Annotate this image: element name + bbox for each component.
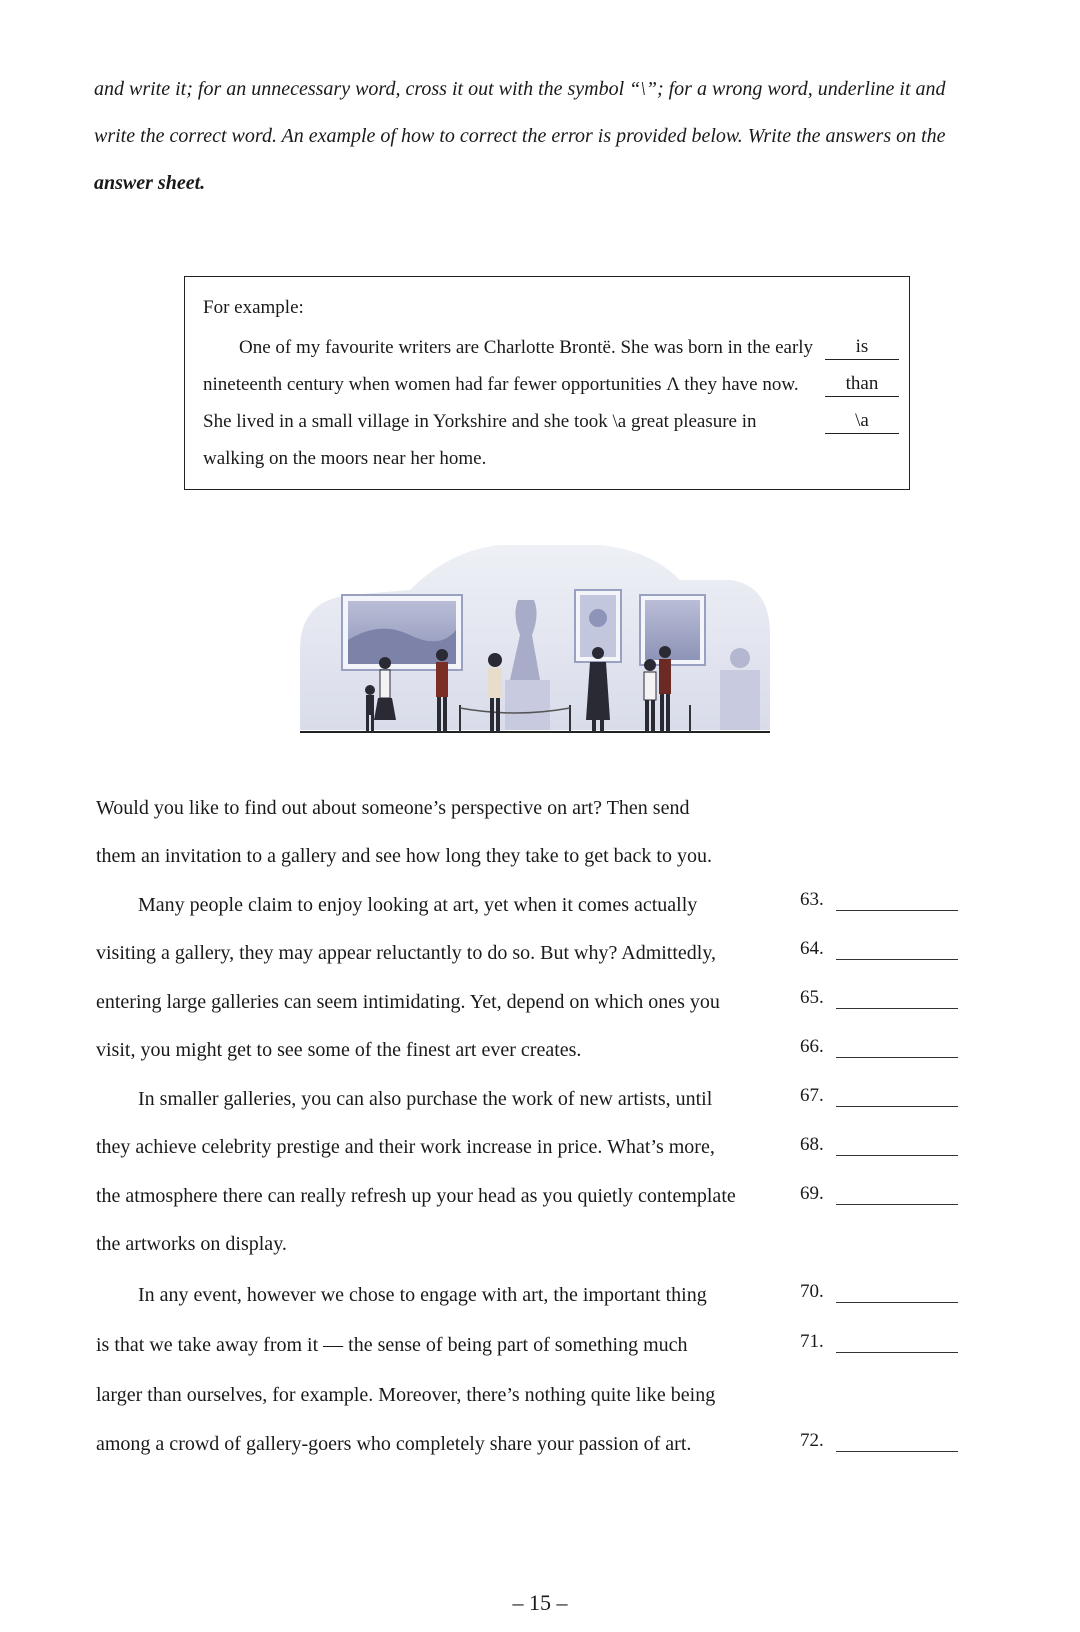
answer-number-68: 68.	[800, 1134, 824, 1155]
answer-blank-65[interactable]	[836, 1008, 958, 1009]
passage-p1-line-1: Would you like to find out about someone’s perspective on art? Then send	[96, 797, 690, 819]
answer-number-69: 69.	[800, 1183, 824, 1204]
answer-number-65: 65.	[800, 987, 824, 1008]
page-number: – 15 –	[512, 1590, 568, 1615]
example-answer-2: than	[825, 372, 899, 397]
passage-p4-line-4: among a crowd of gallery-goers who completely share your passion of art.	[96, 1433, 692, 1455]
passage-p4-line-1: In any event, however we chose to engage with art, the important thing	[138, 1284, 707, 1306]
instructions-line-1: and write it; for an unnecessary word, cross it out with the symbol “\”; for a wrong word, underline it and	[94, 78, 946, 100]
answer-number-71: 71.	[800, 1331, 824, 1352]
passage-p1-line-2: them an invitation to a gallery and see how long they take to get back to you.	[96, 845, 712, 867]
answer-blank-63[interactable]	[836, 910, 958, 911]
passage-p3-line-3: the atmosphere there can really refresh up your head as you quietly contemplate	[96, 1185, 736, 1207]
example-answer-3: \a	[825, 409, 899, 434]
passage-p4-line-2: is that we take away from it — the sense of being part of something much	[96, 1334, 688, 1356]
passage-p3-line-2: they achieve celebrity prestige and their work increase in price. What’s more,	[96, 1136, 715, 1158]
answer-number-66: 66.	[800, 1036, 824, 1057]
passage-p3-line-4: the artworks on display.	[96, 1233, 287, 1255]
example-line-1: One of my favourite writers are Charlotte Brontë. She was born in the early	[239, 337, 814, 358]
passage-p2-line-3: entering large galleries can seem intimidating. Yet, depend on which ones you	[96, 991, 720, 1013]
answer-blank-68[interactable]	[836, 1155, 958, 1156]
answer-number-72: 72.	[800, 1430, 824, 1451]
example-line-2: nineteenth century when women had far fewer opportunities Λ they have now.	[203, 374, 799, 395]
instructions-line-2: write the correct word. An example of how to correct the error is provided below. Write the answers on the	[94, 125, 946, 147]
passage-p2-line-1: Many people claim to enjoy looking at art, yet when it comes actually	[138, 894, 698, 916]
instructions	[94, 66, 994, 207]
example-box	[184, 276, 910, 490]
answer-blank-70[interactable]	[836, 1302, 958, 1303]
answer-number-63: 63.	[800, 889, 824, 910]
example-line-3: She lived in a small village in Yorkshire and she took \a great pleasure in	[203, 411, 757, 432]
example-answer-1: is	[825, 335, 899, 360]
instructions-line-3: answer sheet.	[94, 172, 206, 194]
passage-p4-line-3: larger than ourselves, for example. Moreover, there’s nothing quite like being	[96, 1384, 716, 1406]
answer-blank-69[interactable]	[836, 1204, 958, 1205]
answer-blank-67[interactable]	[836, 1106, 958, 1107]
example-title: For example:	[203, 297, 304, 318]
passage-p3-line-1: In smaller galleries, you can also purchase the work of new artists, until	[138, 1088, 713, 1110]
answer-blank-72[interactable]	[836, 1451, 958, 1452]
answer-number-64: 64.	[800, 938, 824, 959]
answer-number-67: 67.	[800, 1085, 824, 1106]
answer-blank-71[interactable]	[836, 1352, 958, 1353]
answer-blank-66[interactable]	[836, 1057, 958, 1058]
passage-p2-line-4: visit, you might get to see some of the finest art ever creates.	[96, 1039, 582, 1061]
passage-p2-line-2: visiting a gallery, they may appear reluctantly to do so. But why? Admittedly,	[96, 942, 717, 964]
example-line-4: walking on the moors near her home.	[203, 448, 487, 469]
gallery-illustration	[300, 540, 800, 772]
answer-blank-64[interactable]	[836, 959, 958, 960]
answer-number-70: 70.	[800, 1281, 824, 1302]
